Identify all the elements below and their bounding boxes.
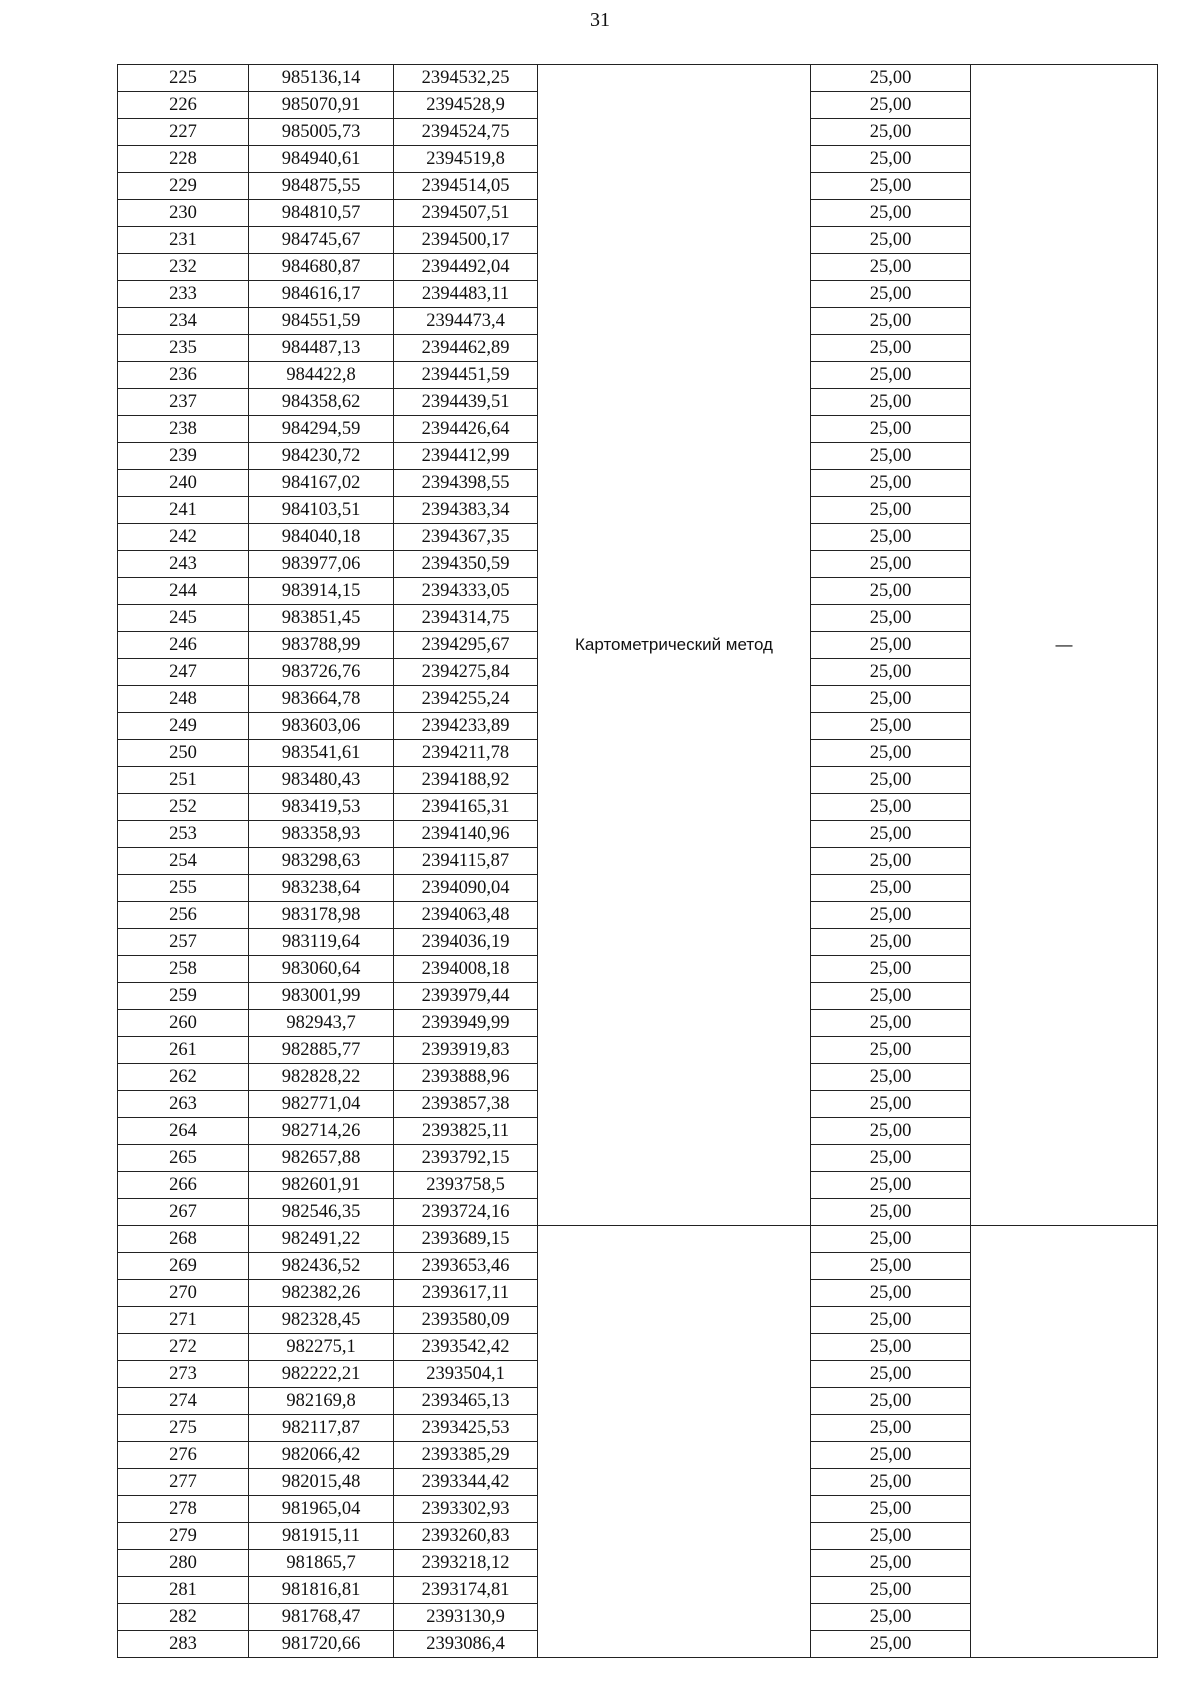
x-coordinate-cell: 981720,66 xyxy=(249,1631,394,1658)
y-coordinate-cell: 2394462,89 xyxy=(394,335,538,362)
accuracy-cell: 25,00 xyxy=(811,65,971,92)
accuracy-cell: 25,00 xyxy=(811,173,971,200)
accuracy-cell: 25,00 xyxy=(811,713,971,740)
x-coordinate-cell: 984040,18 xyxy=(249,524,394,551)
accuracy-cell: 25,00 xyxy=(811,389,971,416)
accuracy-cell: 25,00 xyxy=(811,1280,971,1307)
y-coordinate-cell: 2394483,11 xyxy=(394,281,538,308)
point-number-cell: 258 xyxy=(118,956,249,983)
x-coordinate-cell: 981768,47 xyxy=(249,1604,394,1631)
accuracy-cell: 25,00 xyxy=(811,1550,971,1577)
table-row xyxy=(118,1226,1158,1253)
accuracy-cell: 25,00 xyxy=(811,1307,971,1334)
accuracy-cell: 25,00 xyxy=(811,1604,971,1631)
y-coordinate-cell: 2394500,17 xyxy=(394,227,538,254)
y-coordinate-cell: 2394507,51 xyxy=(394,200,538,227)
point-number-cell: 274 xyxy=(118,1388,249,1415)
y-coordinate-cell: 2394412,99 xyxy=(394,443,538,470)
point-number-cell: 253 xyxy=(118,821,249,848)
x-coordinate-cell: 983001,99 xyxy=(249,983,394,1010)
x-coordinate-cell: 982117,87 xyxy=(249,1415,394,1442)
accuracy-cell: 25,00 xyxy=(811,848,971,875)
accuracy-cell: 25,00 xyxy=(811,1577,971,1604)
accuracy-cell: 25,00 xyxy=(811,470,971,497)
accuracy-cell: 25,00 xyxy=(811,227,971,254)
x-coordinate-cell: 983726,76 xyxy=(249,659,394,686)
accuracy-cell: 25,00 xyxy=(811,956,971,983)
y-coordinate-cell: 2394350,59 xyxy=(394,551,538,578)
y-coordinate-cell: 2393825,11 xyxy=(394,1118,538,1145)
y-coordinate-cell: 2394188,92 xyxy=(394,767,538,794)
point-number-cell: 229 xyxy=(118,173,249,200)
point-number-cell: 277 xyxy=(118,1469,249,1496)
point-number-cell: 283 xyxy=(118,1631,249,1658)
y-coordinate-cell: 2393260,83 xyxy=(394,1523,538,1550)
y-coordinate-cell: 2394439,51 xyxy=(394,389,538,416)
x-coordinate-cell: 982382,26 xyxy=(249,1280,394,1307)
accuracy-cell: 25,00 xyxy=(811,524,971,551)
x-coordinate-cell: 983298,63 xyxy=(249,848,394,875)
y-coordinate-cell: 2394383,34 xyxy=(394,497,538,524)
point-number-cell: 255 xyxy=(118,875,249,902)
y-coordinate-cell: 2394090,04 xyxy=(394,875,538,902)
point-number-cell: 272 xyxy=(118,1334,249,1361)
method-cell xyxy=(538,1226,811,1658)
accuracy-cell: 25,00 xyxy=(811,578,971,605)
point-number-cell: 254 xyxy=(118,848,249,875)
accuracy-cell: 25,00 xyxy=(811,1361,971,1388)
y-coordinate-cell: 2393302,93 xyxy=(394,1496,538,1523)
point-number-cell: 246 xyxy=(118,632,249,659)
x-coordinate-cell: 984422,8 xyxy=(249,362,394,389)
y-coordinate-cell: 2394514,05 xyxy=(394,173,538,200)
accuracy-cell: 25,00 xyxy=(811,1496,971,1523)
accuracy-cell: 25,00 xyxy=(811,1199,971,1226)
y-coordinate-cell: 2393857,38 xyxy=(394,1091,538,1118)
x-coordinate-cell: 984358,62 xyxy=(249,389,394,416)
y-coordinate-cell: 2394473,4 xyxy=(394,308,538,335)
accuracy-cell: 25,00 xyxy=(811,1037,971,1064)
y-coordinate-cell: 2393218,12 xyxy=(394,1550,538,1577)
accuracy-cell: 25,00 xyxy=(811,1415,971,1442)
point-number-cell: 276 xyxy=(118,1442,249,1469)
x-coordinate-cell: 982169,8 xyxy=(249,1388,394,1415)
accuracy-cell: 25,00 xyxy=(811,281,971,308)
x-coordinate-cell: 983358,93 xyxy=(249,821,394,848)
accuracy-cell: 25,00 xyxy=(811,119,971,146)
accuracy-cell: 25,00 xyxy=(811,146,971,173)
accuracy-cell: 25,00 xyxy=(811,1145,971,1172)
x-coordinate-cell: 985005,73 xyxy=(249,119,394,146)
x-coordinate-cell: 984680,87 xyxy=(249,254,394,281)
y-coordinate-cell: 2394295,67 xyxy=(394,632,538,659)
point-number-cell: 278 xyxy=(118,1496,249,1523)
point-number-cell: 261 xyxy=(118,1037,249,1064)
x-coordinate-cell: 983541,61 xyxy=(249,740,394,767)
x-coordinate-cell: 983788,99 xyxy=(249,632,394,659)
accuracy-cell: 25,00 xyxy=(811,416,971,443)
y-coordinate-cell: 2394492,04 xyxy=(394,254,538,281)
y-coordinate-cell: 2393888,96 xyxy=(394,1064,538,1091)
y-coordinate-cell: 2394519,8 xyxy=(394,146,538,173)
x-coordinate-cell: 984487,13 xyxy=(249,335,394,362)
coordinates-table-body xyxy=(118,65,1158,1658)
x-coordinate-cell: 984103,51 xyxy=(249,497,394,524)
y-coordinate-cell: 2394398,55 xyxy=(394,470,538,497)
x-coordinate-cell: 981816,81 xyxy=(249,1577,394,1604)
y-coordinate-cell: 2393758,5 xyxy=(394,1172,538,1199)
point-number-cell: 244 xyxy=(118,578,249,605)
accuracy-cell: 25,00 xyxy=(811,362,971,389)
point-number-cell: 228 xyxy=(118,146,249,173)
point-number-cell: 241 xyxy=(118,497,249,524)
x-coordinate-cell: 981865,7 xyxy=(249,1550,394,1577)
point-number-cell: 270 xyxy=(118,1280,249,1307)
point-number-cell: 275 xyxy=(118,1415,249,1442)
x-coordinate-cell: 983119,64 xyxy=(249,929,394,956)
point-number-cell: 280 xyxy=(118,1550,249,1577)
point-number-cell: 237 xyxy=(118,389,249,416)
y-coordinate-cell: 2393465,13 xyxy=(394,1388,538,1415)
accuracy-cell: 25,00 xyxy=(811,1253,971,1280)
note-cell xyxy=(971,1226,1158,1658)
y-coordinate-cell: 2393617,11 xyxy=(394,1280,538,1307)
accuracy-cell: 25,00 xyxy=(811,659,971,686)
x-coordinate-cell: 984745,67 xyxy=(249,227,394,254)
x-coordinate-cell: 982546,35 xyxy=(249,1199,394,1226)
accuracy-cell: 25,00 xyxy=(811,983,971,1010)
accuracy-cell: 25,00 xyxy=(811,875,971,902)
x-coordinate-cell: 984616,17 xyxy=(249,281,394,308)
point-number-cell: 279 xyxy=(118,1523,249,1550)
x-coordinate-cell: 983178,98 xyxy=(249,902,394,929)
point-number-cell: 242 xyxy=(118,524,249,551)
y-coordinate-cell: 2393580,09 xyxy=(394,1307,538,1334)
point-number-cell: 251 xyxy=(118,767,249,794)
point-number-cell: 264 xyxy=(118,1118,249,1145)
note-cell: — xyxy=(971,65,1158,1226)
point-number-cell: 265 xyxy=(118,1145,249,1172)
x-coordinate-cell: 983977,06 xyxy=(249,551,394,578)
y-coordinate-cell: 2394063,48 xyxy=(394,902,538,929)
coordinates-table xyxy=(117,64,1158,1658)
point-number-cell: 243 xyxy=(118,551,249,578)
point-number-cell: 262 xyxy=(118,1064,249,1091)
x-coordinate-cell: 984551,59 xyxy=(249,308,394,335)
y-coordinate-cell: 2393919,83 xyxy=(394,1037,538,1064)
x-coordinate-cell: 982714,26 xyxy=(249,1118,394,1145)
x-coordinate-cell: 984810,57 xyxy=(249,200,394,227)
x-coordinate-cell: 981915,11 xyxy=(249,1523,394,1550)
x-coordinate-cell: 983060,64 xyxy=(249,956,394,983)
accuracy-cell: 25,00 xyxy=(811,1118,971,1145)
x-coordinate-cell: 984230,72 xyxy=(249,443,394,470)
point-number-cell: 259 xyxy=(118,983,249,1010)
point-number-cell: 271 xyxy=(118,1307,249,1334)
accuracy-cell: 25,00 xyxy=(811,1523,971,1550)
x-coordinate-cell: 982275,1 xyxy=(249,1334,394,1361)
x-coordinate-cell: 982885,77 xyxy=(249,1037,394,1064)
y-coordinate-cell: 2394532,25 xyxy=(394,65,538,92)
accuracy-cell: 25,00 xyxy=(811,1226,971,1253)
y-coordinate-cell: 2393542,42 xyxy=(394,1334,538,1361)
point-number-cell: 235 xyxy=(118,335,249,362)
y-coordinate-cell: 2394233,89 xyxy=(394,713,538,740)
point-number-cell: 248 xyxy=(118,686,249,713)
table-row xyxy=(118,65,1158,92)
accuracy-cell: 25,00 xyxy=(811,1334,971,1361)
y-coordinate-cell: 2393792,15 xyxy=(394,1145,538,1172)
y-coordinate-cell: 2393979,44 xyxy=(394,983,538,1010)
x-coordinate-cell: 983851,45 xyxy=(249,605,394,632)
y-coordinate-cell: 2394008,18 xyxy=(394,956,538,983)
point-number-cell: 232 xyxy=(118,254,249,281)
method-cell: Картометрический метод xyxy=(538,65,811,1226)
y-coordinate-cell: 2394211,78 xyxy=(394,740,538,767)
y-coordinate-cell: 2394275,84 xyxy=(394,659,538,686)
point-number-cell: 226 xyxy=(118,92,249,119)
point-number-cell: 257 xyxy=(118,929,249,956)
accuracy-cell: 25,00 xyxy=(811,200,971,227)
accuracy-cell: 25,00 xyxy=(811,443,971,470)
point-number-cell: 225 xyxy=(118,65,249,92)
x-coordinate-cell: 982328,45 xyxy=(249,1307,394,1334)
y-coordinate-cell: 2393130,9 xyxy=(394,1604,538,1631)
accuracy-cell: 25,00 xyxy=(811,1442,971,1469)
accuracy-cell: 25,00 xyxy=(811,1631,971,1658)
accuracy-cell: 25,00 xyxy=(811,821,971,848)
x-coordinate-cell: 982491,22 xyxy=(249,1226,394,1253)
x-coordinate-cell: 982015,48 xyxy=(249,1469,394,1496)
accuracy-cell: 25,00 xyxy=(811,929,971,956)
accuracy-cell: 25,00 xyxy=(811,605,971,632)
x-coordinate-cell: 983914,15 xyxy=(249,578,394,605)
point-number-cell: 233 xyxy=(118,281,249,308)
y-coordinate-cell: 2394140,96 xyxy=(394,821,538,848)
point-number-cell: 266 xyxy=(118,1172,249,1199)
point-number-cell: 230 xyxy=(118,200,249,227)
point-number-cell: 260 xyxy=(118,1010,249,1037)
x-coordinate-cell: 982066,42 xyxy=(249,1442,394,1469)
point-number-cell: 269 xyxy=(118,1253,249,1280)
x-coordinate-cell: 983480,43 xyxy=(249,767,394,794)
point-number-cell: 252 xyxy=(118,794,249,821)
y-coordinate-cell: 2393949,99 xyxy=(394,1010,538,1037)
x-coordinate-cell: 983238,64 xyxy=(249,875,394,902)
x-coordinate-cell: 982771,04 xyxy=(249,1091,394,1118)
y-coordinate-cell: 2393724,16 xyxy=(394,1199,538,1226)
point-number-cell: 249 xyxy=(118,713,249,740)
point-number-cell: 234 xyxy=(118,308,249,335)
x-coordinate-cell: 981965,04 xyxy=(249,1496,394,1523)
y-coordinate-cell: 2393504,1 xyxy=(394,1361,538,1388)
y-coordinate-cell: 2393689,15 xyxy=(394,1226,538,1253)
point-number-cell: 239 xyxy=(118,443,249,470)
y-coordinate-cell: 2393425,53 xyxy=(394,1415,538,1442)
accuracy-cell: 25,00 xyxy=(811,1091,971,1118)
y-coordinate-cell: 2394165,31 xyxy=(394,794,538,821)
x-coordinate-cell: 984294,59 xyxy=(249,416,394,443)
y-coordinate-cell: 2393344,42 xyxy=(394,1469,538,1496)
accuracy-cell: 25,00 xyxy=(811,1172,971,1199)
point-number-cell: 247 xyxy=(118,659,249,686)
point-number-cell: 231 xyxy=(118,227,249,254)
y-coordinate-cell: 2394314,75 xyxy=(394,605,538,632)
accuracy-cell: 25,00 xyxy=(811,902,971,929)
y-coordinate-cell: 2394036,19 xyxy=(394,929,538,956)
accuracy-cell: 25,00 xyxy=(811,794,971,821)
y-coordinate-cell: 2394426,64 xyxy=(394,416,538,443)
x-coordinate-cell: 984167,02 xyxy=(249,470,394,497)
accuracy-cell: 25,00 xyxy=(811,632,971,659)
y-coordinate-cell: 2394255,24 xyxy=(394,686,538,713)
accuracy-cell: 25,00 xyxy=(811,308,971,335)
x-coordinate-cell: 982657,88 xyxy=(249,1145,394,1172)
x-coordinate-cell: 984940,61 xyxy=(249,146,394,173)
point-number-cell: 281 xyxy=(118,1577,249,1604)
point-number-cell: 268 xyxy=(118,1226,249,1253)
x-coordinate-cell: 983419,53 xyxy=(249,794,394,821)
point-number-cell: 240 xyxy=(118,470,249,497)
accuracy-cell: 25,00 xyxy=(811,1010,971,1037)
accuracy-cell: 25,00 xyxy=(811,335,971,362)
x-coordinate-cell: 982222,21 xyxy=(249,1361,394,1388)
y-coordinate-cell: 2393086,4 xyxy=(394,1631,538,1658)
y-coordinate-cell: 2394367,35 xyxy=(394,524,538,551)
accuracy-cell: 25,00 xyxy=(811,254,971,281)
y-coordinate-cell: 2393385,29 xyxy=(394,1442,538,1469)
x-coordinate-cell: 982828,22 xyxy=(249,1064,394,1091)
accuracy-cell: 25,00 xyxy=(811,92,971,119)
accuracy-cell: 25,00 xyxy=(811,1469,971,1496)
x-coordinate-cell: 985070,91 xyxy=(249,92,394,119)
point-number-cell: 267 xyxy=(118,1199,249,1226)
x-coordinate-cell: 984875,55 xyxy=(249,173,394,200)
accuracy-cell: 25,00 xyxy=(811,686,971,713)
x-coordinate-cell: 982943,7 xyxy=(249,1010,394,1037)
accuracy-cell: 25,00 xyxy=(811,767,971,794)
point-number-cell: 245 xyxy=(118,605,249,632)
accuracy-cell: 25,00 xyxy=(811,551,971,578)
x-coordinate-cell: 985136,14 xyxy=(249,65,394,92)
accuracy-cell: 25,00 xyxy=(811,497,971,524)
point-number-cell: 250 xyxy=(118,740,249,767)
y-coordinate-cell: 2394451,59 xyxy=(394,362,538,389)
page-number: 31 xyxy=(590,9,610,31)
point-number-cell: 256 xyxy=(118,902,249,929)
point-number-cell: 227 xyxy=(118,119,249,146)
point-number-cell: 238 xyxy=(118,416,249,443)
y-coordinate-cell: 2394115,87 xyxy=(394,848,538,875)
point-number-cell: 273 xyxy=(118,1361,249,1388)
x-coordinate-cell: 983664,78 xyxy=(249,686,394,713)
y-coordinate-cell: 2394333,05 xyxy=(394,578,538,605)
accuracy-cell: 25,00 xyxy=(811,740,971,767)
accuracy-cell: 25,00 xyxy=(811,1388,971,1415)
y-coordinate-cell: 2393653,46 xyxy=(394,1253,538,1280)
point-number-cell: 282 xyxy=(118,1604,249,1631)
point-number-cell: 263 xyxy=(118,1091,249,1118)
y-coordinate-cell: 2394524,75 xyxy=(394,119,538,146)
accuracy-cell: 25,00 xyxy=(811,1064,971,1091)
x-coordinate-cell: 982436,52 xyxy=(249,1253,394,1280)
y-coordinate-cell: 2394528,9 xyxy=(394,92,538,119)
x-coordinate-cell: 983603,06 xyxy=(249,713,394,740)
point-number-cell: 236 xyxy=(118,362,249,389)
y-coordinate-cell: 2393174,81 xyxy=(394,1577,538,1604)
x-coordinate-cell: 982601,91 xyxy=(249,1172,394,1199)
